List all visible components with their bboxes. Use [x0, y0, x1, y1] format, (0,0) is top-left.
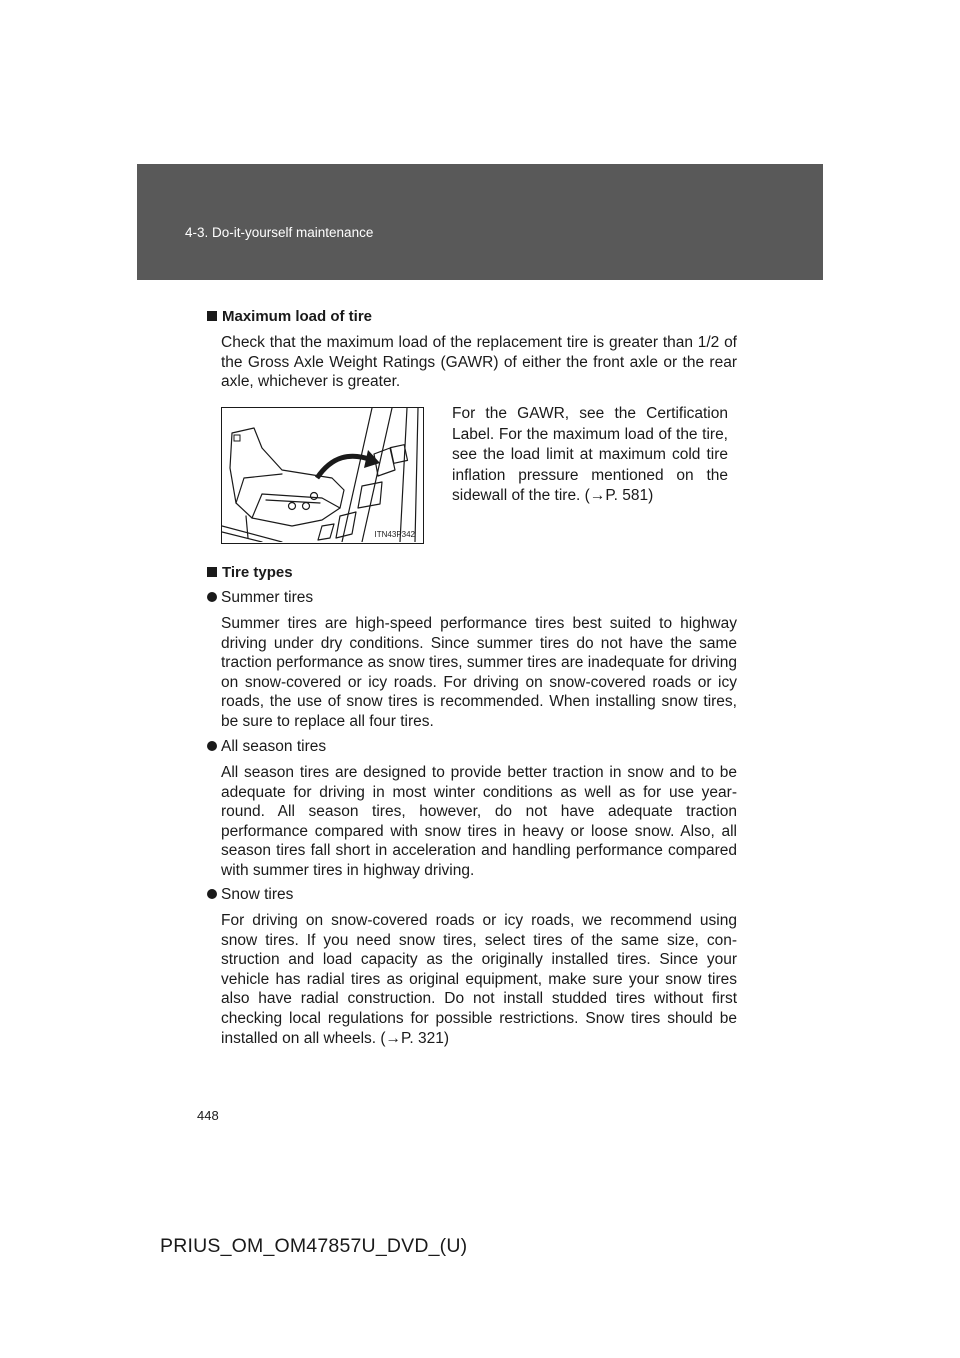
snow-tires-paragraph: For driving on snow-covered roads or icy roads, we recommend using snow tires. If you need snow tires, select tires of the same size, con-struction and load capacity as the originally installed tires. Since your vehicle has radial tires as original equipment, make sure your snow tires also have radial construction. Do not install studded tires without first checking local regulations for possible restrictions. Snow tires should be installed on all wheels. (→P. 321) [221, 912, 737, 1047]
bullet-snow-tires: Snow tires [207, 886, 293, 904]
figure-caption: For the GAWR, see the Certification Label. For the maximum load of the tire, see the load limit at maximum cold tire inflation pressure mentioned on the sidewall of the tire. (→P. 581) [452, 405, 728, 504]
maximum-load-paragraph: Check that the maximum load of the replacement tire is greater than 1/2 of the Gross Axle Weight Ratings (GAWR) of either the front axle or the rear axle, whichever is greater. [221, 334, 737, 391]
bullet-all-season-tires: All season tires [207, 738, 326, 756]
section-title: 4-3. Do-it-yourself maintenance [185, 225, 374, 240]
door-pillar-illustration-icon [222, 408, 422, 542]
section-header-bar [137, 164, 823, 280]
figure-code-label: ITN43P342 [374, 530, 415, 539]
certification-label-figure [221, 407, 424, 544]
heading-tire-types: Tire types [207, 564, 293, 581]
square-bullet-icon [207, 567, 217, 577]
square-bullet-icon [207, 311, 217, 321]
bullet-summer-tires: Summer tires [207, 589, 313, 607]
round-bullet-icon [207, 889, 217, 899]
summer-tires-paragraph: Summer tires are high-speed performance tires best suited to highway driving under dry conditions. Since summer tires do not have the same traction performance as snow tires, summer tires are inadequate for driving on snow-covered or icy roads. For driving on snow-covered roads or icy roads, the use of snow tires is recommended. When installing snow tires, be sure to replace all four tires. [221, 615, 737, 730]
heading-maximum-load: Maximum load of tire [207, 308, 372, 325]
round-bullet-icon [207, 741, 217, 751]
round-bullet-icon [207, 592, 217, 602]
page-number: 448 [197, 1108, 219, 1123]
document-id-footer: PRIUS_OM_OM47857U_DVD_(U) [160, 1235, 468, 1257]
all-season-tires-paragraph: All season tires are designed to provide better traction in snow and to be adequate for driving in most winter conditions as well as for use year-round. All season tires, however, do not have adequate traction performance compared with snow tires in heavy or loose snow. Also, all season tires fall short in acceleration and handling performance compared with summer tires in highway driving. [221, 764, 737, 879]
